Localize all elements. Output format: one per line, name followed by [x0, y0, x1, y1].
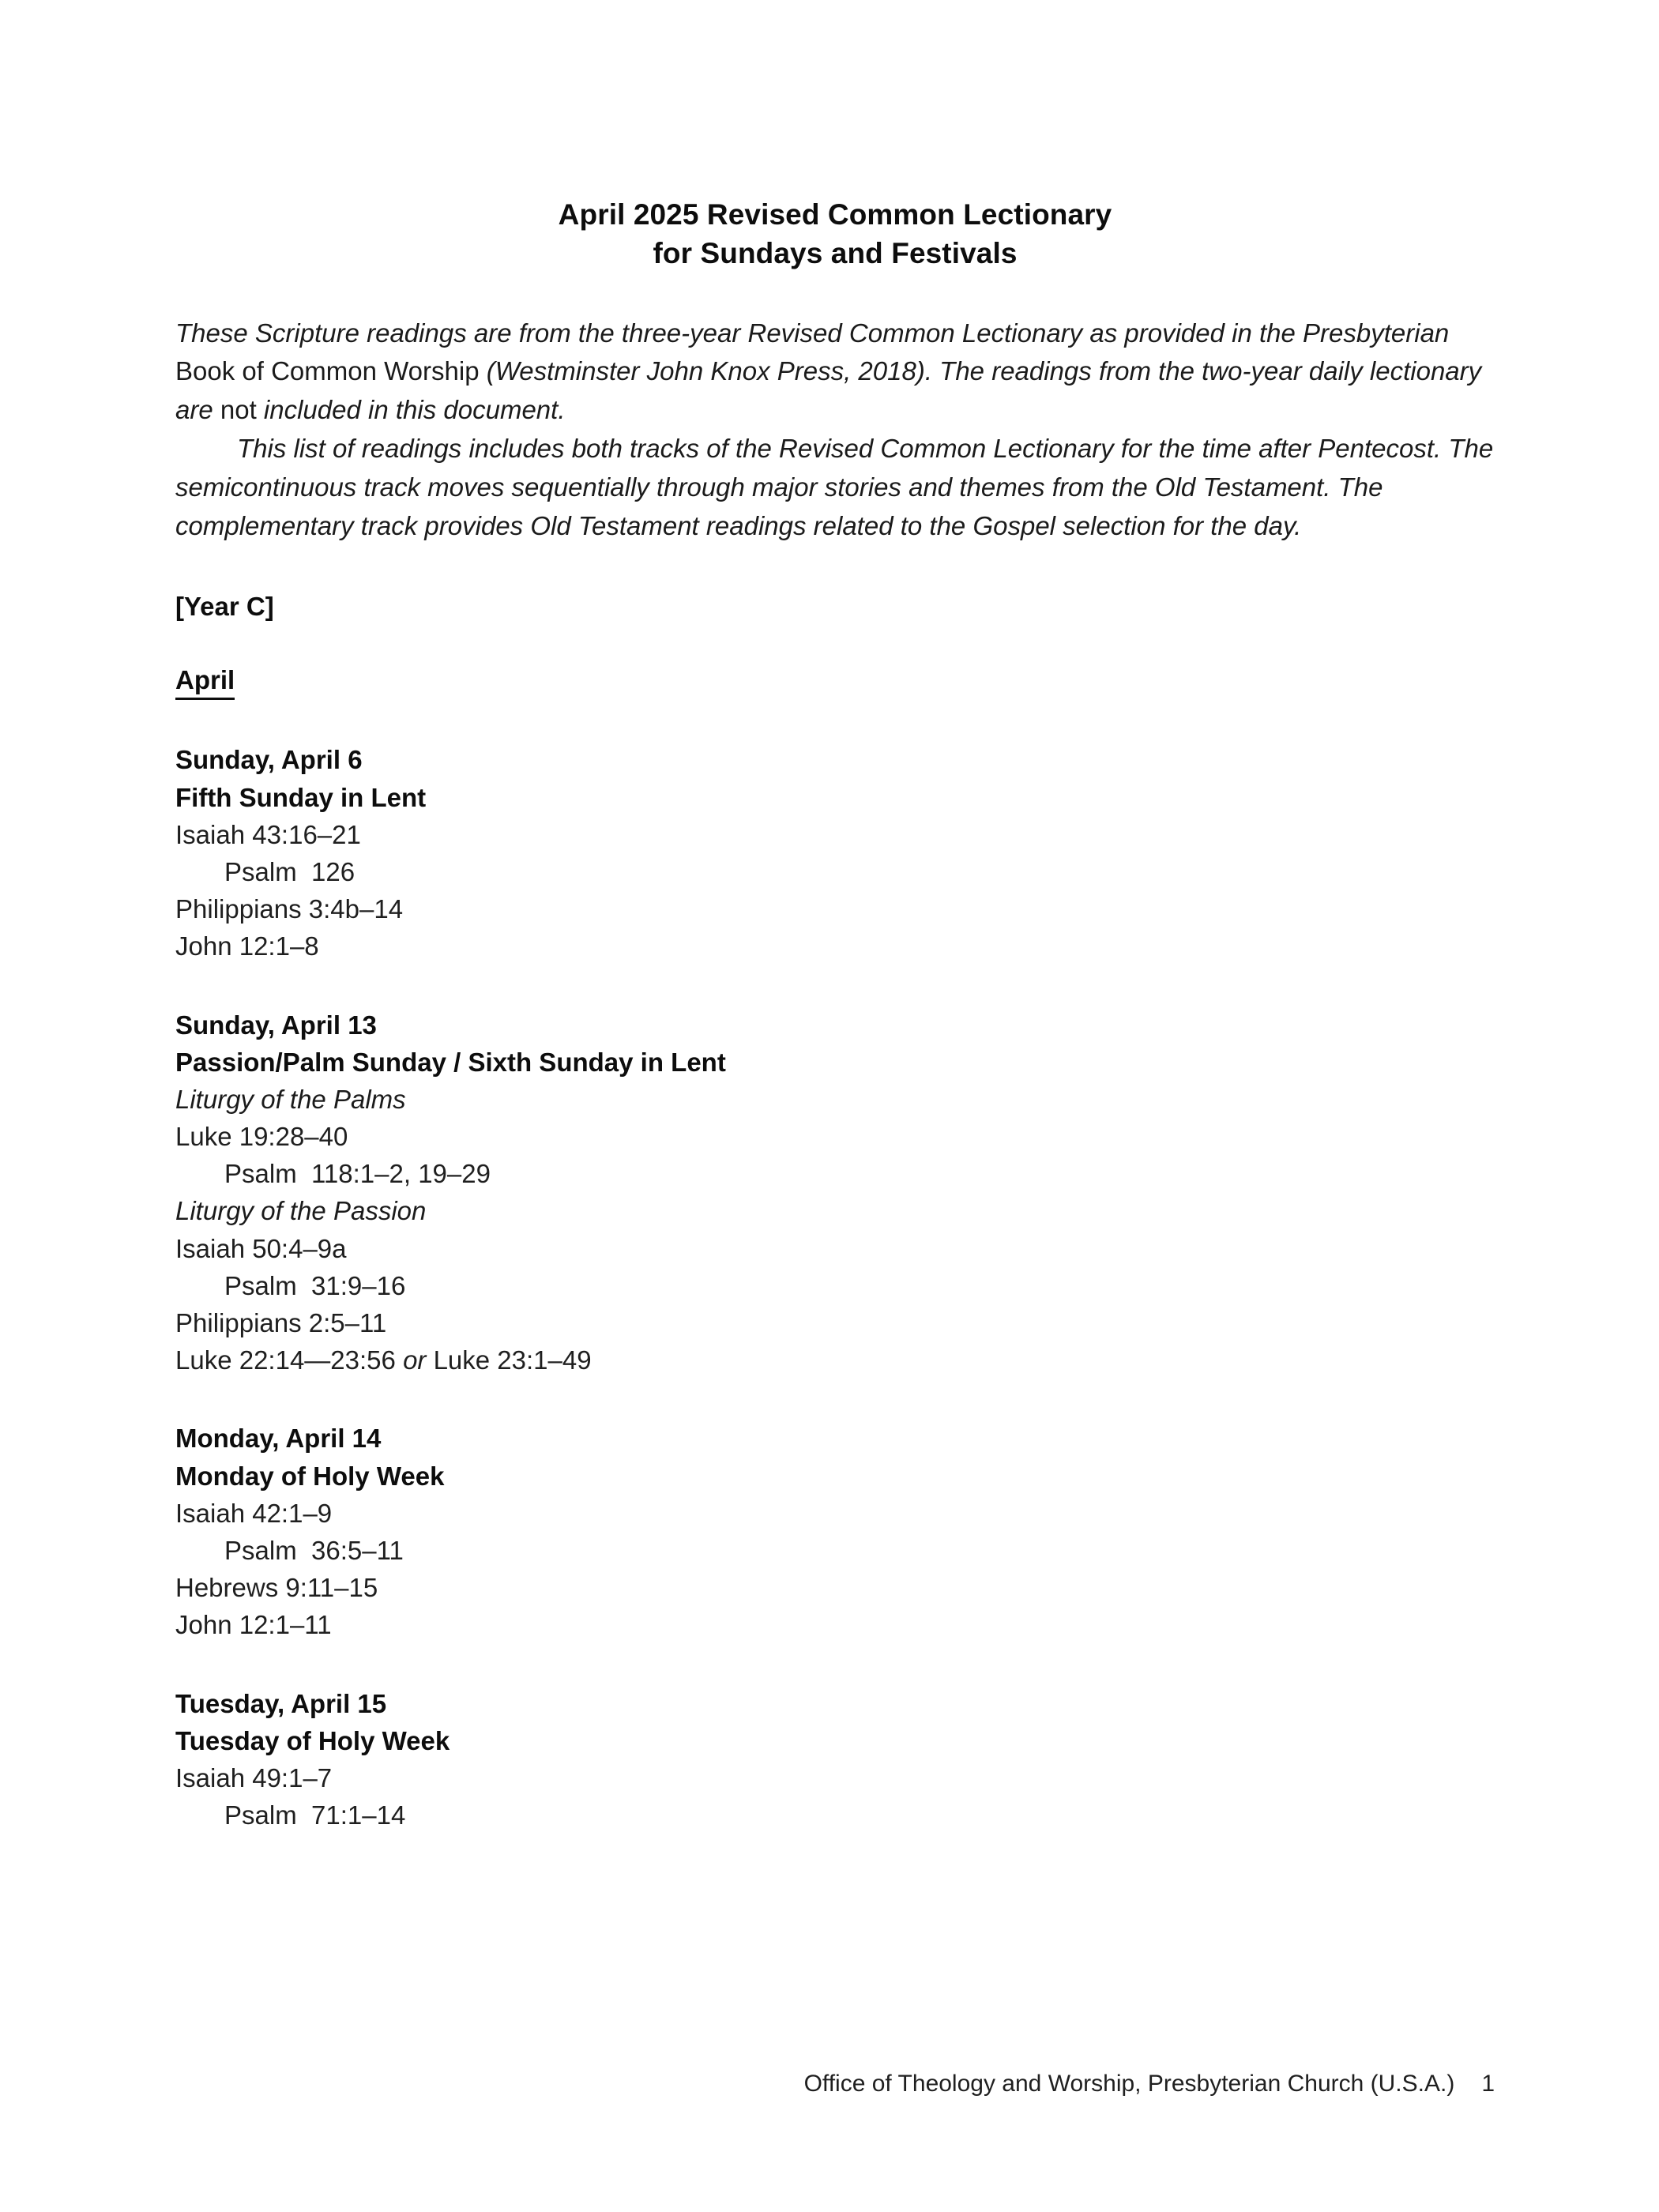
entry-spacer	[175, 1379, 1495, 1420]
entry-date: Sunday, April 13	[175, 1010, 377, 1040]
scripture-reading: Psalm 71:1–14	[224, 1800, 406, 1830]
scripture-reading	[175, 1341, 1495, 1379]
lectionary-entry	[175, 1685, 1495, 1834]
scripture-reading: Isaiah 49:1–7	[175, 1762, 333, 1793]
lectionary-entry	[175, 741, 1495, 965]
entry-observance-name: Monday of Holy Week	[175, 1461, 445, 1491]
reading-alternate: Luke 23:1–49	[426, 1345, 592, 1375]
spacer-before-month	[175, 624, 1495, 664]
entry-date: Monday, April 14	[175, 1424, 382, 1454]
intro-p1-part3: included in this document.	[256, 395, 566, 425]
entry-observance-name: Tuesday of Holy Week	[175, 1725, 450, 1755]
spacer-before-year	[175, 546, 1495, 590]
entry-spacer	[175, 700, 1495, 741]
lectionary-entry	[175, 1420, 1495, 1643]
page-footer	[175, 2068, 1495, 2099]
lectionary-entry	[175, 1006, 1495, 1379]
year-label: [Year C]	[175, 591, 274, 621]
entry-date: Tuesday, April 15	[175, 1688, 387, 1718]
scripture-reading: John 12:1–8	[175, 931, 319, 961]
scripture-reading: Psalm 31:9–16	[224, 1270, 406, 1300]
scripture-reading: Isaiah 43:16–21	[175, 819, 361, 849]
page-title	[175, 196, 1495, 273]
entry-spacer	[175, 1644, 1495, 1685]
intro-p1-book-title: Book of Common Worship	[175, 356, 480, 386]
intro-paragraph-1	[175, 314, 1495, 430]
entry-observance-name: Passion/Palm Sunday / Sixth Sunday in Lent	[175, 1047, 726, 1077]
reading-or-conjunction: or	[403, 1345, 427, 1375]
scripture-reading: Psalm 36:5–11	[224, 1535, 404, 1565]
page-number: 1	[1481, 2071, 1495, 2097]
title-line-2: for Sundays and Festivals	[653, 236, 1018, 269]
scripture-reading: Isaiah 50:4–9a	[175, 1233, 347, 1263]
scripture-reading: Psalm 126	[224, 856, 356, 886]
scripture-reading: Hebrews 9:11–15	[175, 1573, 378, 1603]
entry-subheading: Liturgy of the Palms	[175, 1084, 406, 1114]
title-line-1: April 2025 Revised Common Lectionary	[558, 198, 1112, 231]
entry-subheading: Liturgy of the Passion	[175, 1196, 427, 1226]
scripture-reading: John 12:1–11	[175, 1610, 332, 1640]
entry-spacer	[175, 965, 1495, 1006]
intro-p1-part2: (Westminster John Knox Press, 2018). The readings from the two-year daily lectionary are	[175, 356, 1482, 425]
intro-paragraph-2: This list of readings includes both tracks of the Revised Common Lectionary for the time after Pentecost. The semicontinuous track moves sequentially through major stories and themes from the Old Testament. The complementary track provides Old Testament readings related to the Gospel selection for the day.	[175, 434, 1494, 540]
intro-p1-emphasis-not: not	[220, 395, 257, 425]
reading-primary: Luke 22:14—23:56	[175, 1345, 404, 1375]
entry-observance-name: Fifth Sunday in Lent	[175, 782, 427, 812]
scripture-reading: Isaiah 42:1–9	[175, 1498, 333, 1528]
month-heading-wrap	[175, 664, 1495, 701]
document-body	[175, 196, 1495, 1834]
scripture-reading: Luke 19:28–40	[175, 1122, 348, 1152]
lectionary-entry-list	[175, 700, 1495, 1834]
footer-text: Office of Theology and Worship, Presbyterian Church (U.S.A.)	[803, 2071, 1455, 2097]
scripture-reading: Philippians 3:4b–14	[175, 894, 404, 924]
intro-p1-part1: These Scripture readings are from the three-year Revised Common Lectionary as provided in the Presbyterian	[175, 318, 1450, 348]
scripture-reading: Philippians 2:5–11	[175, 1308, 387, 1338]
entry-date: Sunday, April 6	[175, 745, 363, 775]
month-label: April	[175, 664, 235, 701]
scripture-reading: Psalm 118:1–2, 19–29	[224, 1159, 491, 1189]
